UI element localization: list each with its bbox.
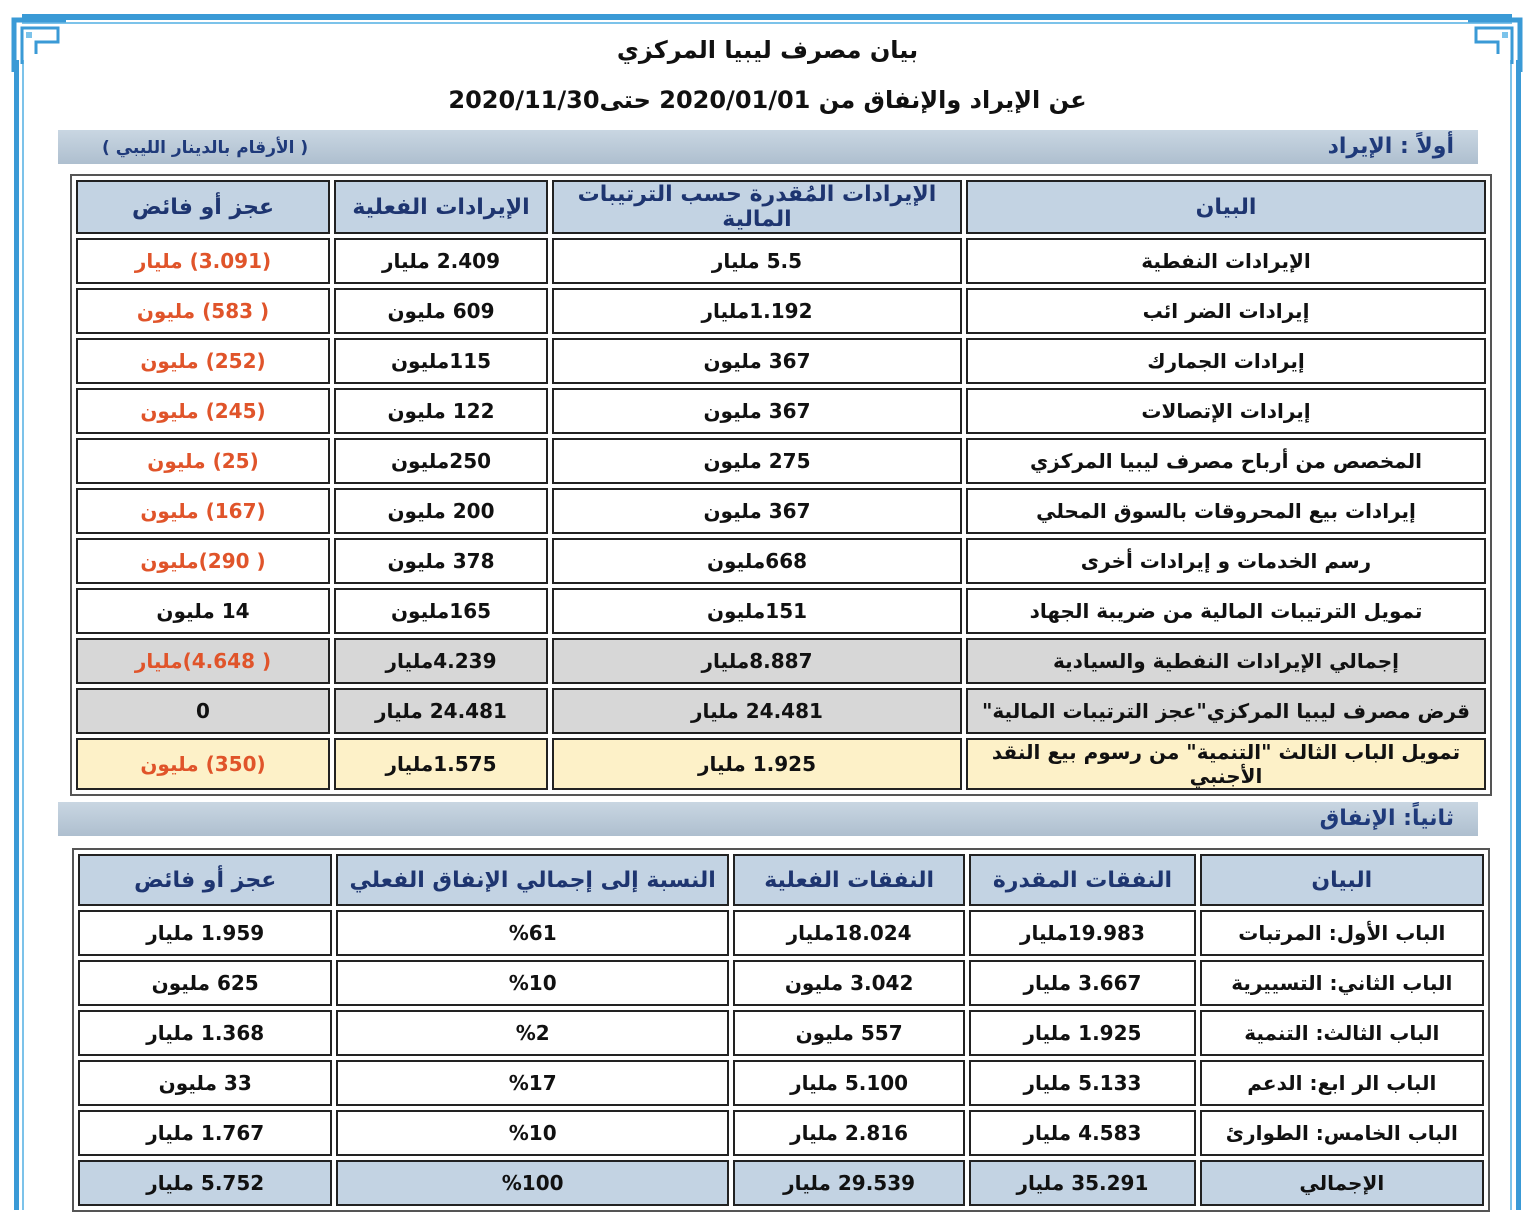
revenue-header-row [76,180,1486,234]
revenue-actual-cell: 1.575مليار [334,738,548,790]
revenue-balance-cell: (3.091) مليار [76,238,330,284]
revenue-row [76,738,1486,790]
revenue-estimated-cell: 668مليون [552,538,962,584]
frame-border-right-inner [1510,60,1512,1210]
page-title: بيان مصرف ليبيا المركزي [616,36,919,64]
revenue-row [76,338,1486,384]
expenditure-item-cell: الباب الأول: المرتبات [1200,910,1484,956]
expenditure-row [78,1160,1484,1206]
revenue-estimated-cell: 5.5 مليار [552,238,962,284]
expenditure-header-balance: عجز أو فائض [78,854,332,906]
expenditure-ratio-cell: %2 [336,1010,729,1056]
revenue-estimated-cell: 367 مليون [552,388,962,434]
revenue-item-cell: الإيرادات النفطية [966,238,1486,284]
expenditure-estimated-cell: 5.133 مليار [969,1060,1195,1106]
expenditure-estimated-cell: 4.583 مليار [969,1110,1195,1156]
expenditure-header-item: البيان [1200,854,1484,906]
expenditure-row [78,1060,1484,1106]
revenue-table [70,174,1492,796]
revenue-actual-cell: 609 مليون [334,288,548,334]
expenditure-estimated-cell: 35.291 مليار [969,1160,1195,1206]
revenue-balance-cell: (252) مليون [76,338,330,384]
frame-border-left [14,60,19,1210]
revenue-balance-cell: (350) مليون [76,738,330,790]
revenue-estimated-cell: 367 مليون [552,488,962,534]
expenditure-item-cell: الباب الثالث: التنمية [1200,1010,1484,1056]
expenditure-actual-cell: 557 مليون [733,1010,965,1056]
expenditure-balance-cell: 5.752 مليار [78,1160,332,1206]
expenditure-header-estimated: النفقات المقدرة [969,854,1195,906]
revenue-actual-cell: 122 مليون [334,388,548,434]
currency-note: ( الأرقام بالدينار الليبي ) [102,138,309,158]
expenditure-ratio-cell: %10 [336,960,729,1006]
revenue-actual-cell: 2.409 مليار [334,238,548,284]
expenditure-estimated-cell: 19.983مليار [969,910,1195,956]
revenue-estimated-cell: 1.925 مليار [552,738,962,790]
revenue-estimated-cell: 8.887مليار [552,638,962,684]
revenue-item-cell: قرض مصرف ليبيا المركزي"عجز الترتيبات المالية" [966,688,1486,734]
expenditure-actual-cell: 2.816 مليار [733,1110,965,1156]
expenditure-balance-cell: 1.767 مليار [78,1110,332,1156]
expenditure-header-ratio: النسبة إلى إجمالي الإنفاق الفعلي [336,854,729,906]
expenditure-actual-cell: 3.042 مليون [733,960,965,1006]
revenue-actual-cell: 250مليون [334,438,548,484]
revenue-balance-cell: (25) مليون [76,438,330,484]
expenditure-actual-cell: 5.100 مليار [733,1060,965,1106]
revenue-header-item: البيان [966,180,1486,234]
revenue-row [76,488,1486,534]
expenditure-ratio-cell: %17 [336,1060,729,1106]
expenditure-row [78,1010,1484,1056]
revenue-actual-cell: 115مليون [334,338,548,384]
revenue-header-balance-text: عجز أو فائض [131,194,275,220]
revenue-balance-cell: 14 مليون [76,588,330,634]
revenue-actual-cell: 165مليون [334,588,548,634]
revenue-actual-cell: 24.481 مليار [334,688,548,734]
revenue-actual-cell: 378 مليون [334,538,548,584]
revenue-row [76,588,1486,634]
expenditure-actual-cell: 29.539 مليار [733,1160,965,1206]
revenue-estimated-cell: 24.481 مليار [552,688,962,734]
revenue-section-label: أولاً : الإيراد [1327,134,1454,159]
revenue-item-cell: رسم الخدمات و إيرادات أخرى [966,538,1486,584]
expenditure-item-cell: الإجمالي [1200,1160,1484,1206]
revenue-balance-cell: ( 290)مليون [76,538,330,584]
revenue-estimated-cell: 151مليون [552,588,962,634]
revenue-item-cell: إيرادات بيع المحروقات بالسوق المحلي [966,488,1486,534]
page-subtitle: عن الإيراد والإنفاق من 2020/01/01 حتى2020/11/30 [448,86,1087,114]
revenue-item-cell: إيرادات الجمارك [966,338,1486,384]
expenditure-table [72,848,1490,1212]
expenditure-balance-cell: 33 مليون [78,1060,332,1106]
revenue-item-cell: إيرادات الضر ائب [966,288,1486,334]
revenue-section-bar [58,130,1478,164]
revenue-header-estimated: الإيرادات المُقدرة حسب الترتيبات المالية [552,180,962,234]
revenue-header-balance [76,180,330,234]
expenditure-section-bar [58,802,1478,836]
expenditure-section-label: ثانياً: الإنفاق [1319,806,1454,831]
revenue-row [76,238,1486,284]
revenue-balance-cell: ( 583) مليون [76,288,330,334]
revenue-item-cell: المخصص من أرباح مصرف ليبيا المركزي [966,438,1486,484]
expenditure-estimated-cell: 1.925 مليار [969,1010,1195,1056]
expenditure-item-cell: الباب الخامس: الطوارئ [1200,1110,1484,1156]
revenue-item-cell: تمويل الترتيبات المالية من ضريبة الجهاد [966,588,1486,634]
expenditure-ratio-cell: %61 [336,910,729,956]
expenditure-balance-cell: 625 مليون [78,960,332,1006]
expenditure-balance-cell: 1.959 مليار [78,910,332,956]
revenue-actual-cell: 200 مليون [334,488,548,534]
expenditure-header-row [78,854,1484,906]
revenue-balance-cell: (245) مليون [76,388,330,434]
revenue-estimated-cell: 275 مليون [552,438,962,484]
expenditure-header-actual: النفقات الفعلية [733,854,965,906]
expenditure-ratio-cell: %10 [336,1110,729,1156]
frame-border-left-inner [22,60,24,1210]
expenditure-item-cell: الباب الر ابع: الدعم [1200,1060,1484,1106]
frame-border-top-inner [22,22,1512,24]
revenue-row [76,438,1486,484]
revenue-estimated-cell: 367 مليون [552,338,962,384]
revenue-actual-cell: 4.239مليار [334,638,548,684]
frame-border-right [1516,60,1521,1210]
expenditure-row [78,910,1484,956]
revenue-item-cell: تمويل الباب الثالث "التنمية" من رسوم بيع النقد الأجنبي [966,738,1486,790]
expenditure-balance-cell: 1.368 مليار [78,1010,332,1056]
expenditure-actual-cell: 18.024مليار [733,910,965,956]
expenditure-item-cell: الباب الثاني: التسييرية [1200,960,1484,1006]
expenditure-ratio-cell: %100 [336,1160,729,1206]
expenditure-estimated-cell: 3.667 مليار [969,960,1195,1006]
revenue-balance-cell: (167) مليون [76,488,330,534]
revenue-balance-cell: 0 [76,688,330,734]
revenue-item-cell: إيرادات الإتصالات [966,388,1486,434]
revenue-item-cell: إجمالي الإيرادات النفطية والسيادية [966,638,1486,684]
revenue-balance-cell: ( 4.648)مليار [76,638,330,684]
revenue-row [76,388,1486,434]
revenue-row [76,538,1486,584]
expenditure-row [78,960,1484,1006]
revenue-header-actual: الإيرادات الفعلية [334,180,548,234]
revenue-row [76,288,1486,334]
revenue-row [76,638,1486,684]
revenue-row [76,688,1486,734]
frame-border-top [22,14,1512,20]
expenditure-row [78,1110,1484,1156]
revenue-estimated-cell: 1.192مليار [552,288,962,334]
